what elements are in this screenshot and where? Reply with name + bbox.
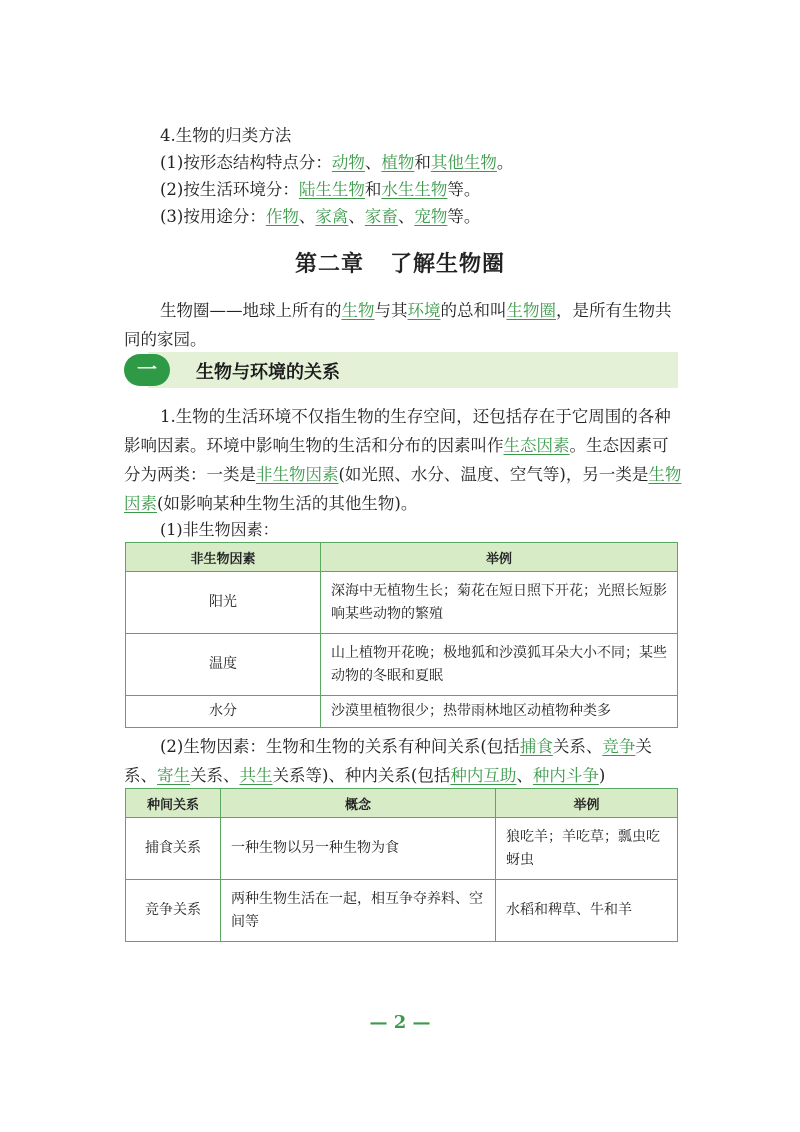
table-header-row [126, 789, 678, 818]
keyword: 其他生物 [430, 153, 497, 172]
table-row [126, 880, 678, 942]
table-cell: 两种生物生活在一起，相互争夺养料、空间等 [221, 880, 496, 942]
keyword: 生物圈 [506, 301, 556, 320]
table-row [126, 634, 678, 696]
table-cell: 深海中无植物生长；菊花在短日照下开花；光照长短影响某些动物的繁殖 [321, 572, 678, 634]
keyword: 环境 [407, 301, 441, 320]
keyword: 非生物因素 [256, 465, 339, 484]
keyword: 动物 [331, 153, 365, 172]
column-header: 举例 [321, 543, 678, 572]
section-header [124, 352, 678, 388]
table-cell: 竞争关系 [126, 880, 221, 942]
keyword: 生态因素 [503, 436, 570, 455]
table-header-row [126, 543, 678, 572]
table-cell: 一种生物以另一种生物为食 [221, 818, 496, 880]
table-cell: 水稻和稗草、牛和羊 [496, 880, 678, 942]
table-cell: 沙漠里植物很少；热带雨林地区动植物种类多 [321, 696, 678, 728]
table-cell: 阳光 [126, 572, 321, 634]
table-cell: 捕食关系 [126, 818, 221, 880]
section-title: 生物与环境的关系 [196, 362, 340, 383]
classification-line-2: (2)按生活环境分：陆生生物和水生生物等。 [160, 180, 481, 199]
column-header: 概念 [221, 789, 496, 818]
keyword: 陆生生物 [298, 180, 365, 199]
keyword: 植物 [381, 153, 415, 172]
keyword: 生物因素 [124, 465, 682, 513]
page-number: — 2 — [369, 1012, 431, 1033]
abiotic-factors-heading: (1)非生物因素： [160, 520, 279, 539]
table-cell: 狼吃羊；羊吃草；瓢虫吃蚜虫 [496, 818, 678, 880]
classification-line-1: (1)按形态结构特点分：动物、植物和其他生物。 [160, 153, 514, 172]
keyword: 宠物 [414, 207, 448, 226]
classification-section [160, 122, 513, 230]
keyword: 寄生 [157, 766, 190, 785]
table-cell: 温度 [126, 634, 321, 696]
abiotic-factors-table [125, 542, 678, 728]
keyword: 作物 [265, 207, 299, 226]
keyword: 水生生物 [381, 180, 448, 199]
biotic-factors-paragraph: (2)生物因素：生物和生物的关系有种间关系(包括捕食关系、竞争关系、寄生关系、共生关系等)、种内关系(包括种内互助、种内斗争) [124, 737, 652, 785]
keyword: 生物 [341, 301, 375, 320]
table-row [126, 696, 678, 728]
keyword: 家禽 [315, 207, 349, 226]
keyword: 竞争 [602, 737, 636, 756]
classification-line-3: (3)按用途分：作物、家禽、家畜、宠物等。 [160, 207, 481, 226]
table-row [126, 572, 678, 634]
table-cell: 水分 [126, 696, 321, 728]
keyword: 共生 [239, 766, 273, 785]
keyword: 种内互助 [450, 766, 517, 785]
column-header: 举例 [496, 789, 678, 818]
subsection-title: 4.生物的归类方法 [160, 126, 292, 145]
column-header: 非生物因素 [126, 543, 321, 572]
table-row [126, 818, 678, 880]
table-cell: 山上植物开花晚；极地狐和沙漠狐耳朵大小不同；某些动物的冬眠和夏眠 [321, 634, 678, 696]
column-header: 种间关系 [126, 789, 221, 818]
ecological-factors-paragraph: 1.生物的生活环境不仅指生物的生存空间，还包括存在于它周围的各种影响因素。环境中影响生物的生活和分布的因素叫作生态因素。生态因素可分为两类：一类是非生物因素(如光照、水分、温度、空气等)，另一类是生物因素(如影响某种生物生活的其他生物)。 [124, 407, 682, 513]
chapter-title: 第二章 了解生物圈 [294, 252, 506, 277]
keyword: 种内斗争 [532, 766, 599, 785]
keyword: 捕食 [519, 737, 553, 756]
biosphere-definition: 生物圈——地球上所有的生物与其环境的总和叫生物圈，是所有生物共同的家园。 [124, 301, 672, 349]
interspecies-relations-table [125, 788, 678, 942]
keyword: 家畜 [364, 207, 398, 226]
section-number-badge: 一 [124, 354, 170, 386]
